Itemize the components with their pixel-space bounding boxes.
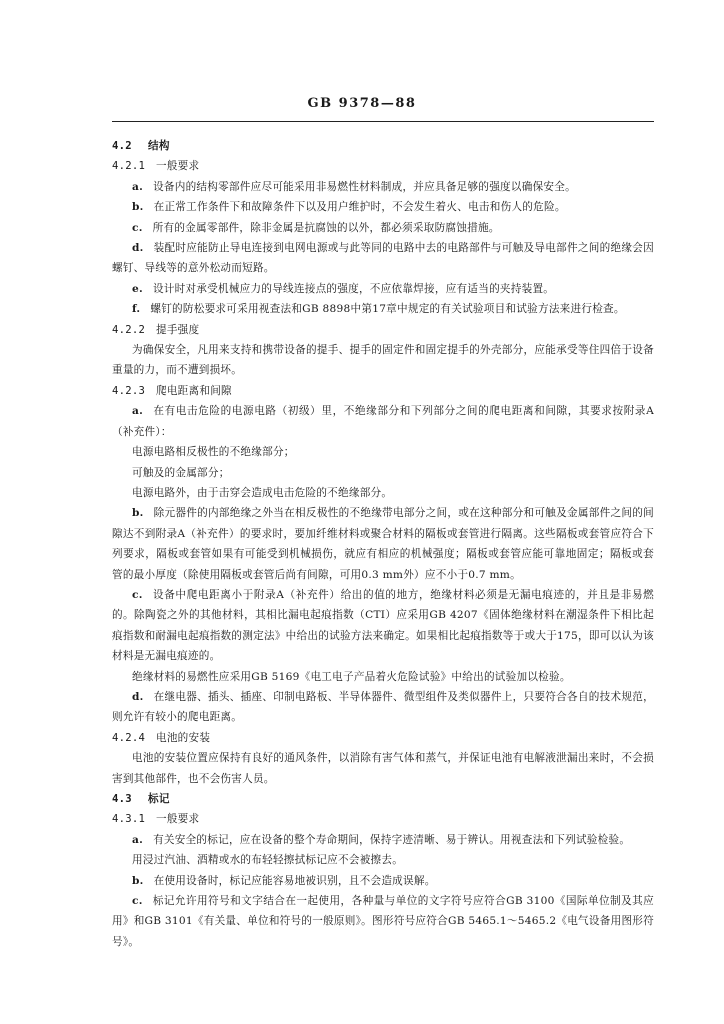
item-marker: c. [132,588,143,601]
list-item [112,830,654,850]
item-text: 标记允许用符号和文字结合在一起使用，各种量与单位的文字符号应符合GB 3100《国际单位制及其应用》和GB 3101《有关量、单位和符号的一般原则》。图形符号应符合GB 5465.1～5465.2《电气设备用图形符号》。 [112,895,654,948]
paragraph [112,340,654,381]
subsection-heading [112,320,654,340]
page-header: GB 9378—88 [307,96,417,111]
paragraph-text: 绝缘材料的易燃性应采用GB 5169《电工电子产品着火危险试验》中给出的试验加以检验。 [132,670,571,683]
subsection-heading [112,381,654,401]
list-item [112,177,654,197]
item-text: 设备中爬电距离小于附录A（补充件）给出的值的地方，绝缘材料必须是无漏电痕迹的，并且是非易燃的。除陶瓷之外的其他材料，其相比漏电起痕指数（CTI）应采用GB 4207《固体绝缘材料在潮湿条件下相比起痕指数和耐漏电起痕指数的测定法》中给出的试验方法来确定。如果相比起痕指数等于或大于175，即可以认为该材料是无漏电痕迹的。 [112,588,654,663]
clause-title: 提手强度 [156,323,200,336]
header-rule [112,121,654,122]
clause-title: 一般要求 [156,160,200,173]
item-marker: a. [132,833,144,846]
clause-number: 4.2.1 [112,160,146,173]
item-text: 有关安全的标记，应在设备的整个寿命期间，保持字迹清晰、易于辨认。用视查法和下列试验检验。 [153,833,631,846]
section-heading [112,789,654,809]
section-heading [112,136,654,156]
list-item [112,238,654,279]
item-marker: b. [132,874,144,887]
item-text: 在正常工作条件下和故障条件下以及用户维护时，不会发生着火、电击和伤人的危险。 [153,201,566,214]
clause-number: 4.3 [112,793,132,805]
item-text: 装配时应能防止导电连接到电网电源或与此等同的电路中去的电路部件与可触及导电部件之间的绝缘会因螺钉、导线等的意外松动而短路。 [112,242,654,275]
item-text: 在继电器、插头、插座、印制电路板、半导体器件、微型组件及类似器件上，只要符合各自的技术规范，则允许有较小的爬电距离。 [112,690,654,724]
item-marker: a. [132,405,144,418]
paragraph [112,850,654,870]
subsection-heading [112,156,654,176]
list-item [112,401,654,442]
clause-number: 4.2.3 [112,384,146,397]
item-text: 在有电击危险的电源电路（初级）里，不绝缘部分和下列部分之间的爬电距离和间隙，其要求按附录A（补充件）： [112,405,654,438]
item-text: 除元器件的内部绝缘之外当在相反极性的不绝缘带电部分之间，或在这种部分和可触及金属部件之间的间隙达不到附录A（补充件）的要求时，要加纤维材料或聚合材料的隔板或套管进行隔离。这些隔板或套管应符合下列要求，隔板或套管如果有可能受到机械损伤，就应有相应的机械强度；隔板或套管应能可靠地固定；隔板或套管的最小厚度（除使用隔板或套管后尚有间隙，可用0.3 mm外）应不小于0.7 mm。 [112,507,654,581]
item-marker: c. [132,221,143,234]
item-marker: e. [132,282,143,295]
item-marker: c. [132,895,143,908]
clause-number: 4.2 [112,140,132,152]
list-item [112,503,654,585]
item-text: 设备内的结构零部件应尽可能采用非易燃性材料制成，并应具备足够的强度以确保安全。 [153,180,576,193]
list-item [112,279,654,299]
clause-title: 一般要求 [156,813,200,826]
paragraph [112,483,654,503]
item-marker: f. [132,303,141,316]
clause-number: 4.2.4 [112,731,146,744]
item-marker: b. [132,507,144,520]
paragraph-text: 为确保安全，凡用来支持和携带设备的提手、提手的固定件和固定提手的外壳部分，应能承受等住四倍于设备重量的力，而不遭到损坏。 [112,344,654,377]
paragraph [112,442,654,462]
paragraph-text: 用浸过汽油、酒精或水的布轻轻擦拭标记应不会被擦去。 [132,854,404,867]
paragraph [112,463,654,483]
clause-number: 4.2.2 [112,323,146,336]
list-item [112,585,654,667]
paragraph-text: 电源电路外，由于击穿会造成电击危险的不绝缘部分。 [132,486,393,499]
clause-title: 标记 [148,793,170,805]
paragraph [112,667,654,687]
item-marker: b. [132,201,144,214]
paragraph-text: 电池的安装位置应保持有良好的通风条件，以消除有害气体和蒸气，并保证电池有电解液泄漏出来时，不会损害到其他部件，也不会伤害人员。 [112,752,654,785]
list-item [112,197,654,217]
clause-title: 爬电距离和间隙 [156,384,232,397]
list-item [112,299,654,319]
clause-title: 结构 [148,140,170,152]
clause-number: 4.3.1 [112,813,146,826]
subsection-heading [112,809,654,829]
list-item [112,218,654,238]
list-item [112,871,654,891]
list-item [112,891,654,952]
item-text: 螺钉的防松要求可采用视查法和GB 8898中第17章中规定的有关试验项目和试验方法来进行检查。 [150,303,625,316]
paragraph [112,748,654,789]
document-body [112,136,654,952]
list-item [112,687,654,728]
paragraph-text: 电源电路相反极性的不绝缘部分； [132,446,295,459]
paragraph-text: 可触及的金属部分； [132,466,230,479]
item-text: 在使用设备时，标记应能容易地被识别，且不会造成误解。 [153,874,436,887]
clause-title: 电池的安装 [156,731,211,744]
item-marker: a. [132,180,144,193]
item-marker: d. [132,242,144,255]
subsection-heading [112,728,654,748]
item-text: 所有的金属零部件，除非金属是抗腐蚀的以外，都必须采取防腐蚀措施。 [152,221,500,234]
item-text: 设计时对承受机械应力的导线连接点的强度，不应依靠焊接，应有适当的夹持装置。 [152,282,555,295]
item-marker: d. [132,690,144,703]
